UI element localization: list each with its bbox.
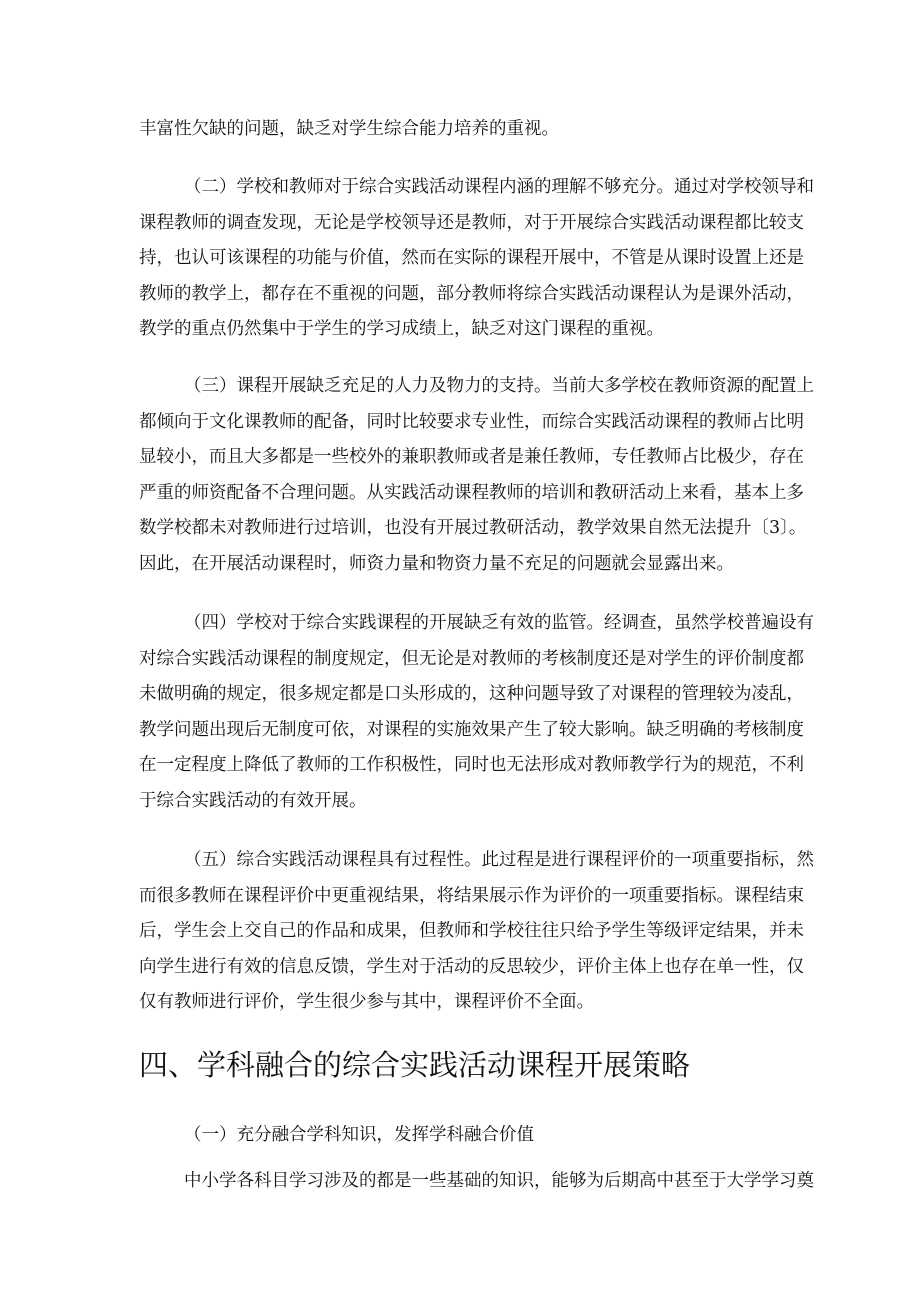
text-line: 都倾向于文化课教师的配备，同时比较要求专业性，而综合实践活动课程的教师占比明: [139, 411, 804, 432]
paragraph-final: [139, 1164, 814, 1200]
text-line: 向学生进行有效的信息反馈，学生对于活动的反思较少，评价主体上也存在单一性，仅: [139, 956, 804, 977]
text-line: 丰富性欠缺的问题，缺乏对学生综合能力培养的重视。: [139, 119, 559, 139]
text-line: （五）综合实践活动课程具有过程性。此过程是进行课程评价的一项重要指标，然: [184, 850, 814, 870]
text-line: 后，学生会上交自己的作品和成果，但教师和学校往往只给予学生等级评定结果，并未: [139, 921, 804, 941]
text-line: 课程教师的调查发现，无论是学校领导还是教师，对于开展综合实践活动课程都比较支: [139, 212, 804, 233]
text-line: 未做明确的规定，很多规定都是口头形成的，这种问题导致了对课程的管理较为凌乱，: [139, 684, 804, 704]
paragraph-continuation: [139, 112, 789, 148]
text-line: 在一定程度上降低了教师的工作积极性，同时也无法形成对教师教学行为的规范，不利: [139, 755, 804, 775]
text-line: （二）学校和教师对于综合实践活动课程内涵的理解不够充分。通过对学校领导和: [184, 177, 814, 197]
paragraph-2: [139, 170, 814, 348]
text-line: 而很多教师在课程评价中更重视结果，将结果展示作为评价的一项重要指标。课程结束: [139, 885, 804, 906]
text-line: 教师的教学上，都存在不重视的问题，部分教师将综合实践活动课程认为是课外活动，: [139, 283, 804, 304]
text-line: 数学校都未对教师进行过培训，也没有开展过教研活动，教学效果自然无法提升〔3〕。: [139, 518, 807, 538]
text-line: 仅有教师进行评价，学生很少参与其中，课程评价不全面。: [139, 992, 594, 1012]
paragraph-3: [139, 369, 814, 582]
text-line: 严重的师资配备不合理问题。从实践活动课程教师的培训和教研活动上来看，基本上多: [139, 482, 804, 503]
text-line: 教学问题出现后无制度可依，对课程的实施效果产生了较大影响。缺乏明确的考核制度: [139, 719, 804, 740]
text-line: 持，也认可该课程的功能与价值，然而在实际的课程开展中，不管是从课时设置上还是: [139, 248, 804, 268]
sub-heading: （一）充分融合学科知识，发挥学科融合价值: [184, 1125, 534, 1145]
text-line: 因此，在开展活动课程时，师资力量和物资力量不充足的问题就会显露出来。: [139, 553, 734, 574]
text-line: 对综合实践活动课程的制度规定，但无论是对教师的考核制度还是对学生的评价制度都: [139, 648, 804, 669]
text-line: （四）学校对于综合实践课程的开展缺乏有效的监管。经调查，虽然学校普遍设有: [184, 613, 814, 633]
text-line: 教学的重点仍然集中于学生的学习成绩上，缺乏对这门课程的重视。: [139, 319, 664, 339]
section-heading: 四、学科融合的综合实践活动课程开展策略: [139, 1048, 691, 1082]
paragraph-5: [139, 843, 814, 1021]
text-line: 显较小，而且大多都是一些校外的兼职教师或者是兼任教师，专任教师占比极少，存在: [139, 447, 804, 467]
text-line: 于综合实践活动的有效开展。: [139, 790, 367, 811]
text-line: （三）课程开展缺乏充足的人力及物力的支持。当前大多学校在教师资源的配置上: [184, 376, 814, 396]
text-line: 中小学各科目学习涉及的都是一些基础的知识，能够为后期高中甚至于大学学习奠: [184, 1171, 814, 1191]
paragraph-4: [139, 606, 814, 819]
